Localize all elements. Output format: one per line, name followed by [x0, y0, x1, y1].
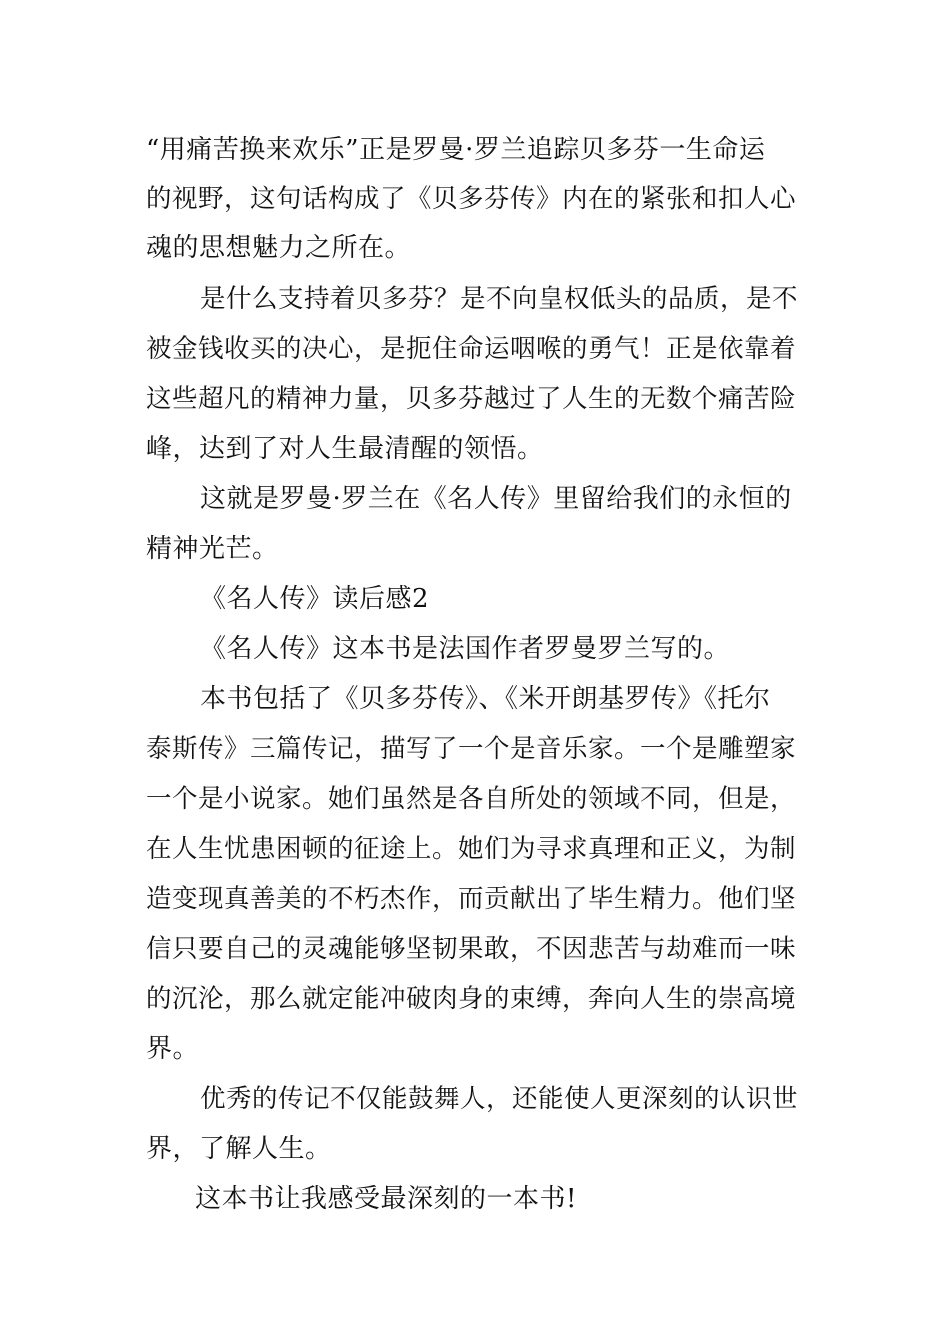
text-line: 优秀的传记不仅能鼓舞人，还能使人更深刻的认识世 [200, 1084, 799, 1114]
text-line: 精神光芒。 [146, 534, 279, 564]
text-line: 这本书让我感受最深刻的一本书! [195, 1184, 577, 1214]
text-line: 本书包括了《贝多芬传》、《米开朗基罗传》《托尔 [200, 684, 771, 714]
text-line: 这些超凡的精神力量，贝多芬越过了人生的无数个痛苦险 [146, 384, 797, 414]
text-line: 一个是小说家。她们虽然是各自所处的领域不同，但是， [146, 784, 797, 814]
text-line: 魂的思想魅力之所在。 [146, 233, 412, 263]
text-line: 《名人传》这本书是法国作者罗曼罗兰写的。 [200, 634, 731, 664]
text-line: 峰，达到了对人生最清醒的领悟。 [146, 434, 544, 464]
text-line: “用痛苦换来欢乐”正是罗曼·罗兰追踪贝多芬一生命运 [146, 135, 766, 165]
text-line: 泰斯传》三篇传记，描写了一个是音乐家。一个是雕塑家 [146, 734, 797, 764]
text-line: 的视野，这句话构成了《贝多芬传》内在的紧张和扣人心 [146, 184, 797, 214]
text-line: 这就是罗曼·罗兰在《名人传》里留给我们的永恒的 [200, 484, 792, 514]
text-line: 的沉沦，那么就定能冲破肉身的束缚，奔向人生的崇高境 [146, 984, 797, 1014]
text-line: 信只要自己的灵魂能够坚韧果敢，不因悲苦与劫难而一味 [146, 934, 797, 964]
text-line: 界，了解人生。 [146, 1134, 332, 1164]
text-line: 造变现真善美的不朽杰作，而贡献出了毕生精力。他们坚 [146, 884, 797, 914]
text-line: 界。 [146, 1034, 200, 1064]
text-line: 在人生忧患困顿的征途上。她们为寻求真理和正义，为制 [146, 834, 797, 864]
text-line: 被金钱收买的决心，是扼住命运咽喉的勇气！正是依靠着 [146, 334, 797, 364]
section-heading: 《名人传》读后感2 [200, 584, 430, 614]
text-line: 是什么支持着贝多芬？是不向皇权低头的品质，是不 [200, 284, 799, 314]
